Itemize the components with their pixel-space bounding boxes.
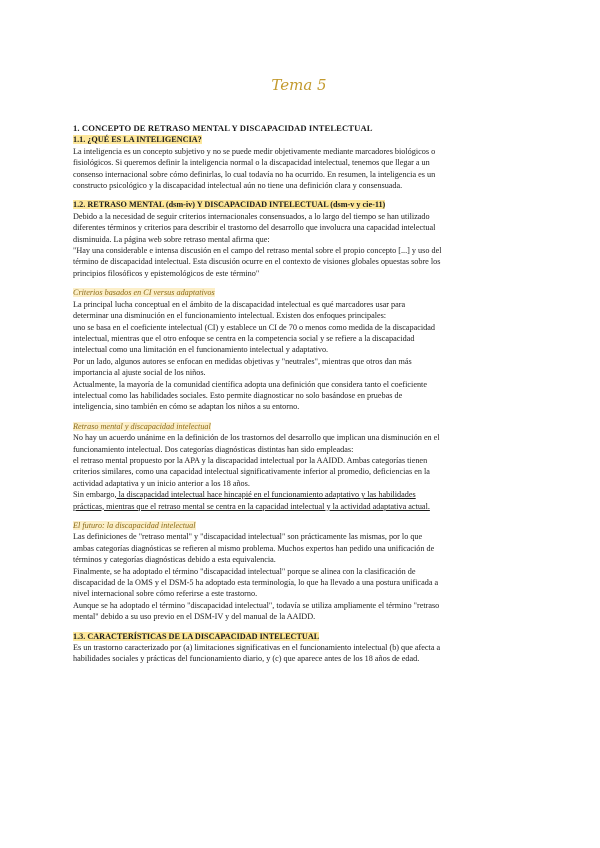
- section-1-1-heading: 1.1. ¿QUÉ ES LA INTELIGENCIA?: [73, 135, 202, 145]
- paragraph-line: La inteligencia es un concepto subjetivo y no se puede medir objetivamente mediante marcadores biológicos o: [73, 146, 436, 156]
- paragraph-line: Aunque se ha adoptado el término "discapacidad intelectual", todavía se utiliza ampliamente el término "retraso: [73, 600, 440, 610]
- paragraph-line: ambas categorías diagnósticas se refieren al mismo problema. Muchos expertos han pedido una unificación de: [73, 543, 435, 553]
- paragraph-line: inteligencia, sino también en cómo se adaptan los niños a su entorno.: [73, 402, 300, 412]
- paragraph-line: diferentes términos y criterios para describir el trastorno del desarrollo que involucra una capacidad intelectual: [73, 223, 436, 233]
- text-prefix: Sin embargo,: [73, 490, 117, 500]
- paragraph-line: disminuida. La página web sobre retraso mental afirma que:: [73, 234, 270, 244]
- paragraph-line: habilidades sociales y prácticas del funcionamiento diario, y (c) que aparece antes de los 18 años de edad.: [73, 654, 420, 664]
- paragraph-line: criterios similares, como una capacidad intelectual significativamente inferior al promedio, deficiencias en la: [73, 467, 430, 477]
- underlined-text: prácticas, mientras que el retraso mental se centra en la capacidad intelectual y la actividad adaptativa actual.: [73, 501, 430, 511]
- underlined-text: la discapacidad intelectual hace hincapié en el funcionamiento adaptativo y las habilidades: [116, 490, 416, 500]
- paragraph-line: No hay un acuerdo unánime en la definición de los trastornos del desarrollo que implican una disminución en el: [73, 433, 440, 443]
- paragraph-line: discapacidad de la OMS y el DSM-5 ha adoptado esta terminología, lo que ha llevado a una postura unificada a: [73, 578, 439, 588]
- paragraph-line: intelectual como las habilidades sociales. Esto permite diagnosticar no solo basándose en pruebas de: [73, 390, 403, 400]
- paragraph-line: La principal lucha conceptual en el ámbito de la discapacidad intelectual es qué marcadores usar para: [73, 299, 406, 309]
- paragraph-line: términos y categorías diagnósticas debido a esta equivalencia.: [73, 555, 276, 565]
- paragraph-line: Actualmente, la mayoría de la comunidad científica adopta una definición que considera tanto el coeficiente: [73, 379, 427, 389]
- paragraph-line: intelectual, mientras que el otro enfoque se centra en la competencia social y se refiere a la discapacidad: [73, 333, 415, 343]
- quote-line: "Hay una considerable e intensa discusión en el campo del retraso mental sobre el propio concepto [...] y uso del: [73, 246, 442, 256]
- paragraph-line: el retraso mental propuesto por la APA y la discapacidad intelectual por la AAIDD. Ambas categorías tienen: [73, 455, 428, 465]
- paragraph-line: Finalmente, se ha adoptado el término "discapacidad intelectual" porque se alinea con la clasificación de: [73, 566, 416, 576]
- paragraph-line: uno se basa en el coeficiente intelectual (CI) y establece un CI de 70 o menos como medida de la discapacidad: [73, 322, 435, 332]
- paragraph-line: constructo psicológico y la discapacidad intelectual aún no tiene una definición clara y consensuada.: [73, 181, 403, 191]
- subsection-ci-heading: Criterios basados en CI versus adaptativos: [73, 288, 215, 298]
- subsection-retraso-heading: Retraso mental y discapacidad intelectual: [73, 421, 211, 431]
- paragraph-line: Es un trastorno caracterizado por (a) limitaciones significativas en el funcionamiento intelectual (b) que afecta a: [73, 643, 441, 653]
- subsection-futuro-heading: El futuro: la discapacidad intelectual: [73, 521, 196, 530]
- paragraph-line: nivel internacional sobre cómo referirse a este trastorno.: [73, 589, 258, 599]
- paragraph-line: consenso internacional sobre cómo definirlas, lo cual todavía no ha ocurrido. En resumen, la inteligencia es un: [73, 169, 436, 179]
- paragraph-line: Por un lado, algunos autores se enfocan en medidas objetivas y "neutrales", mientras que otros dan más: [73, 356, 412, 366]
- paragraph-line: intelectual como una limitación en el funcionamiento intelectual y adaptativo.: [73, 345, 329, 355]
- section-1-2-heading: 1.2. RETRASO MENTAL (dsm-iv) Y DISCAPACIDAD INTELECTUAL (dsm-v y cie-11): [73, 200, 386, 210]
- paragraph-line-underlined: [73, 489, 525, 500]
- quote-line: término de discapacidad intelectual. Esta discusión ocurre en el contexto de visiones globales opuestas sobre los: [73, 257, 441, 267]
- paragraph-line: Debido a la necesidad de seguir criterios internacionales consensuados, a lo largo del tiempo se han utilizado: [73, 211, 430, 221]
- paragraph-line: determinar una disminución en el funcionamiento intelectual. Existen dos enfoques principales:: [73, 311, 387, 321]
- quote-line: principios filosóficos y epistemológicos de este término": [73, 268, 260, 278]
- section-1-heading: 1. CONCEPTO DE RETRASO MENTAL Y DISCAPACIDAD INTELECTUAL: [73, 123, 373, 133]
- document-content: [73, 123, 525, 665]
- page-title: Tema 5: [271, 76, 327, 94]
- paragraph-line: funcionamiento intelectual. Dos categorías diagnósticas distintas han sido empleadas:: [73, 444, 354, 454]
- paragraph-line: fisiológicos. Si queremos definir la inteligencia normal o la discapacidad intelectual, tenemos que llegar a un: [73, 158, 430, 168]
- paragraph-line: Las definiciones de "retraso mental" y "discapacidad intelectual" son prácticamente las mismas, por lo que: [73, 532, 423, 542]
- section-1-3-heading: 1.3. CARACTERÍSTICAS DE LA DISCAPACIDAD INTELECTUAL: [73, 631, 320, 641]
- paragraph-line: importancia al ajuste social de los niños.: [73, 368, 206, 378]
- paragraph-line: mental" debido a su uso previo en el DSM-IV y del manual de la AAIDD.: [73, 612, 316, 622]
- paragraph-line: actividad adaptativa y un inicio anterior a los 18 años.: [73, 478, 250, 488]
